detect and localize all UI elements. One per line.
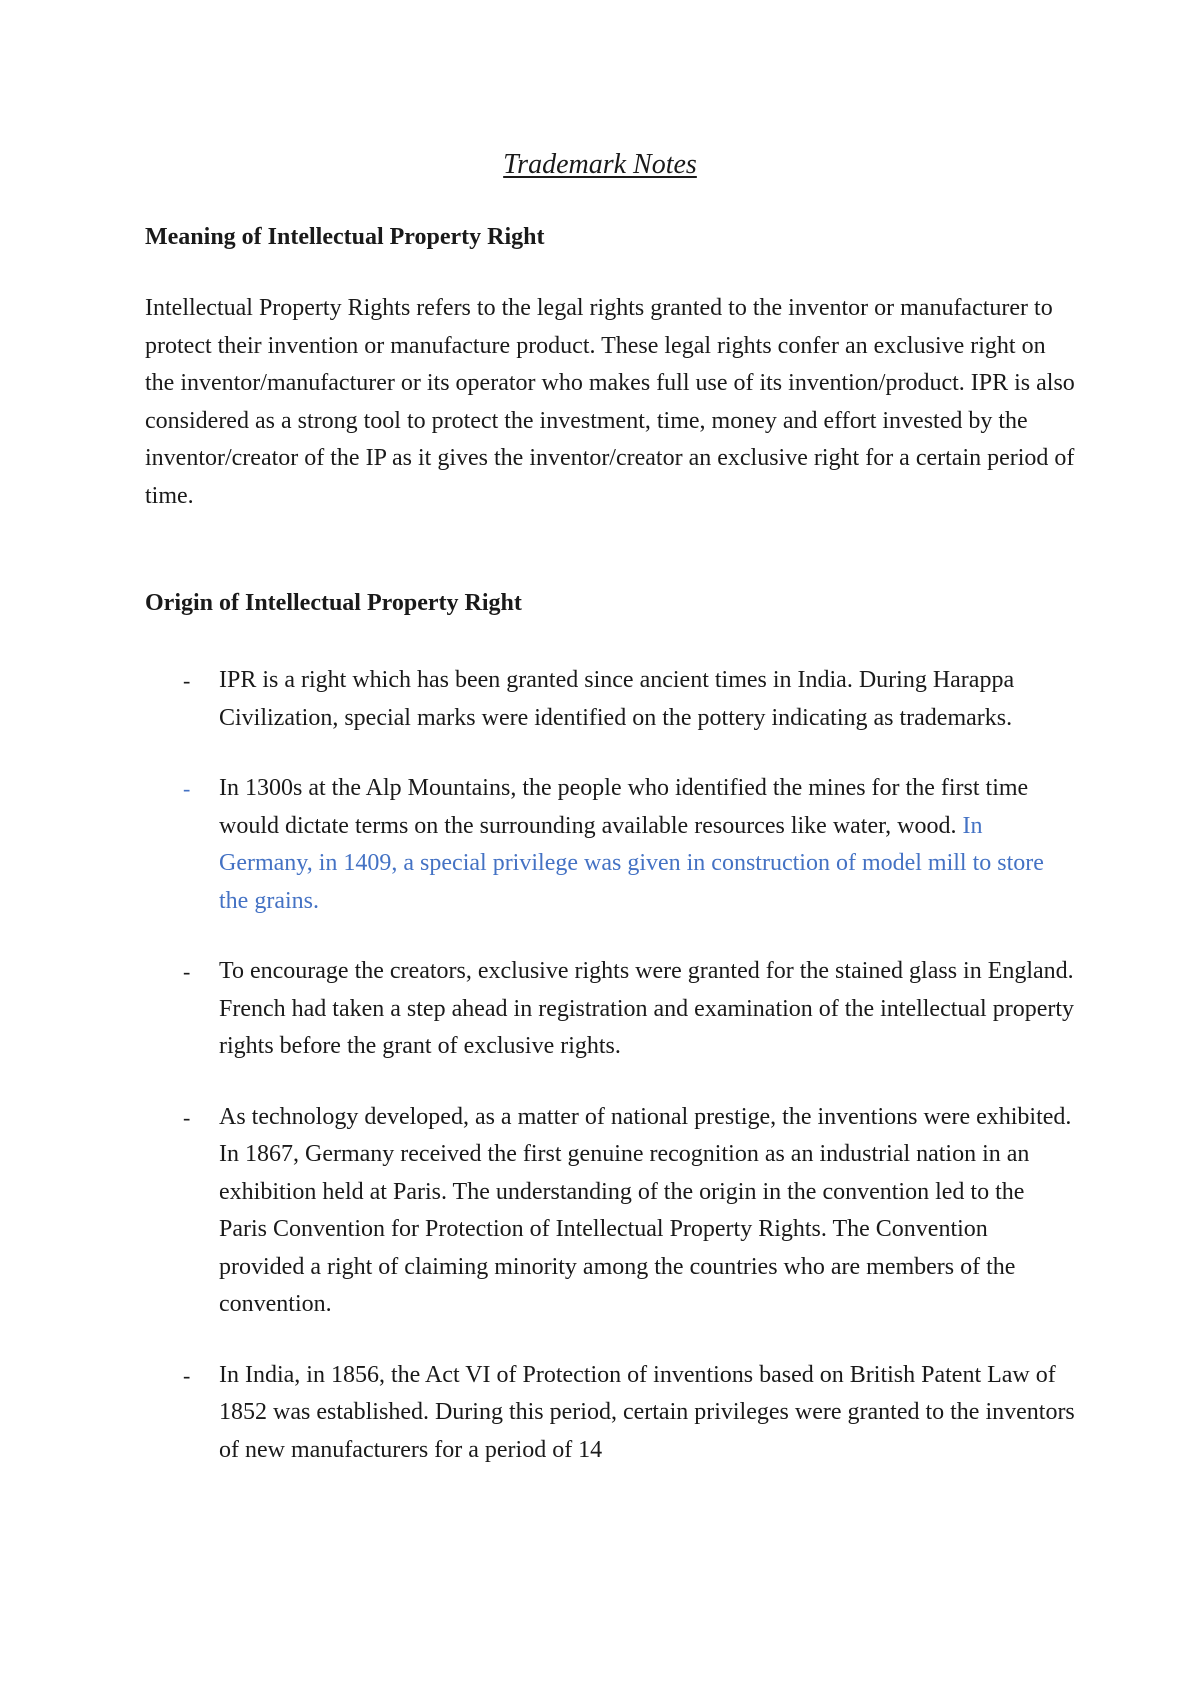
list-item — [145, 1357, 1075, 1470]
list-item-text: To encourage the creators, exclusive rights were granted for the stained glass in England. French had taken a step ahead in registration and examination of the intellectual property rights before the grant of exclusive rights. — [219, 958, 1075, 1059]
list-item-highlight-text: In Germany, in 1409, a special privilege was given in construction of model mill to store the grains. — [219, 812, 1044, 914]
list-item — [145, 770, 1075, 920]
bullet-dash: - — [183, 1362, 191, 1388]
list-item-text: In India, in 1856, the Act VI of Protection of inventions based on British Patent Law of 1852 was established. During this period, certain privileges were granted to the inventors of new manufacturers for a period of 14 — [219, 1361, 1075, 1463]
list-item-text: In 1300s at the Alp Mountains, the people who identified the mines for the first time would dictate terms on the surrounding available resources like water, wood. — [219, 775, 1029, 839]
list-item-text: As technology developed, as a matter of national prestige, the inventions were exhibited. In 1867, Germany received the first genuine recognition as an industrial nation in an exhibition held at Paris. The understanding of the origin in the convention led to the Paris Convention for Protection of Intellectual Property Rights. The Convention provided a right of claiming minority among the countries who are members of the convention. — [219, 1103, 1072, 1317]
bullet-dash: - — [183, 1104, 191, 1130]
section-paragraph-meaning: Intellectual Property Rights refers to the legal rights granted to the inventor or manufacturer to protect their invention or manufacture product. These legal rights confer an exclusive right on the inventor/manufacturer or its operator who makes full use of its invention/product. IPR is also considered as a strong tool to protect the investment, time, money and effort invested by the inventor/creator of the IP as it gives the inventor/creator an exclusive right for a certain period of time. — [145, 295, 1075, 509]
origin-list — [145, 662, 1075, 1502]
bullet-dash: - — [183, 668, 191, 693]
list-item — [145, 662, 1075, 737]
list-item — [145, 1099, 1075, 1324]
page-title: Trademark Notes — [503, 149, 697, 180]
bullet-dash: - — [183, 959, 191, 984]
list-item — [145, 953, 1075, 1066]
section-heading-meaning: Meaning of Intellectual Property Right — [145, 224, 545, 250]
bullet-dash: - — [183, 776, 191, 801]
list-item-text: IPR is a right which has been granted since ancient times in India. During Harappa Civilization, special marks were identified on the pottery indicating as trademarks. — [219, 667, 1015, 731]
section-heading-origin: Origin of Intellectual Property Right — [145, 590, 522, 616]
